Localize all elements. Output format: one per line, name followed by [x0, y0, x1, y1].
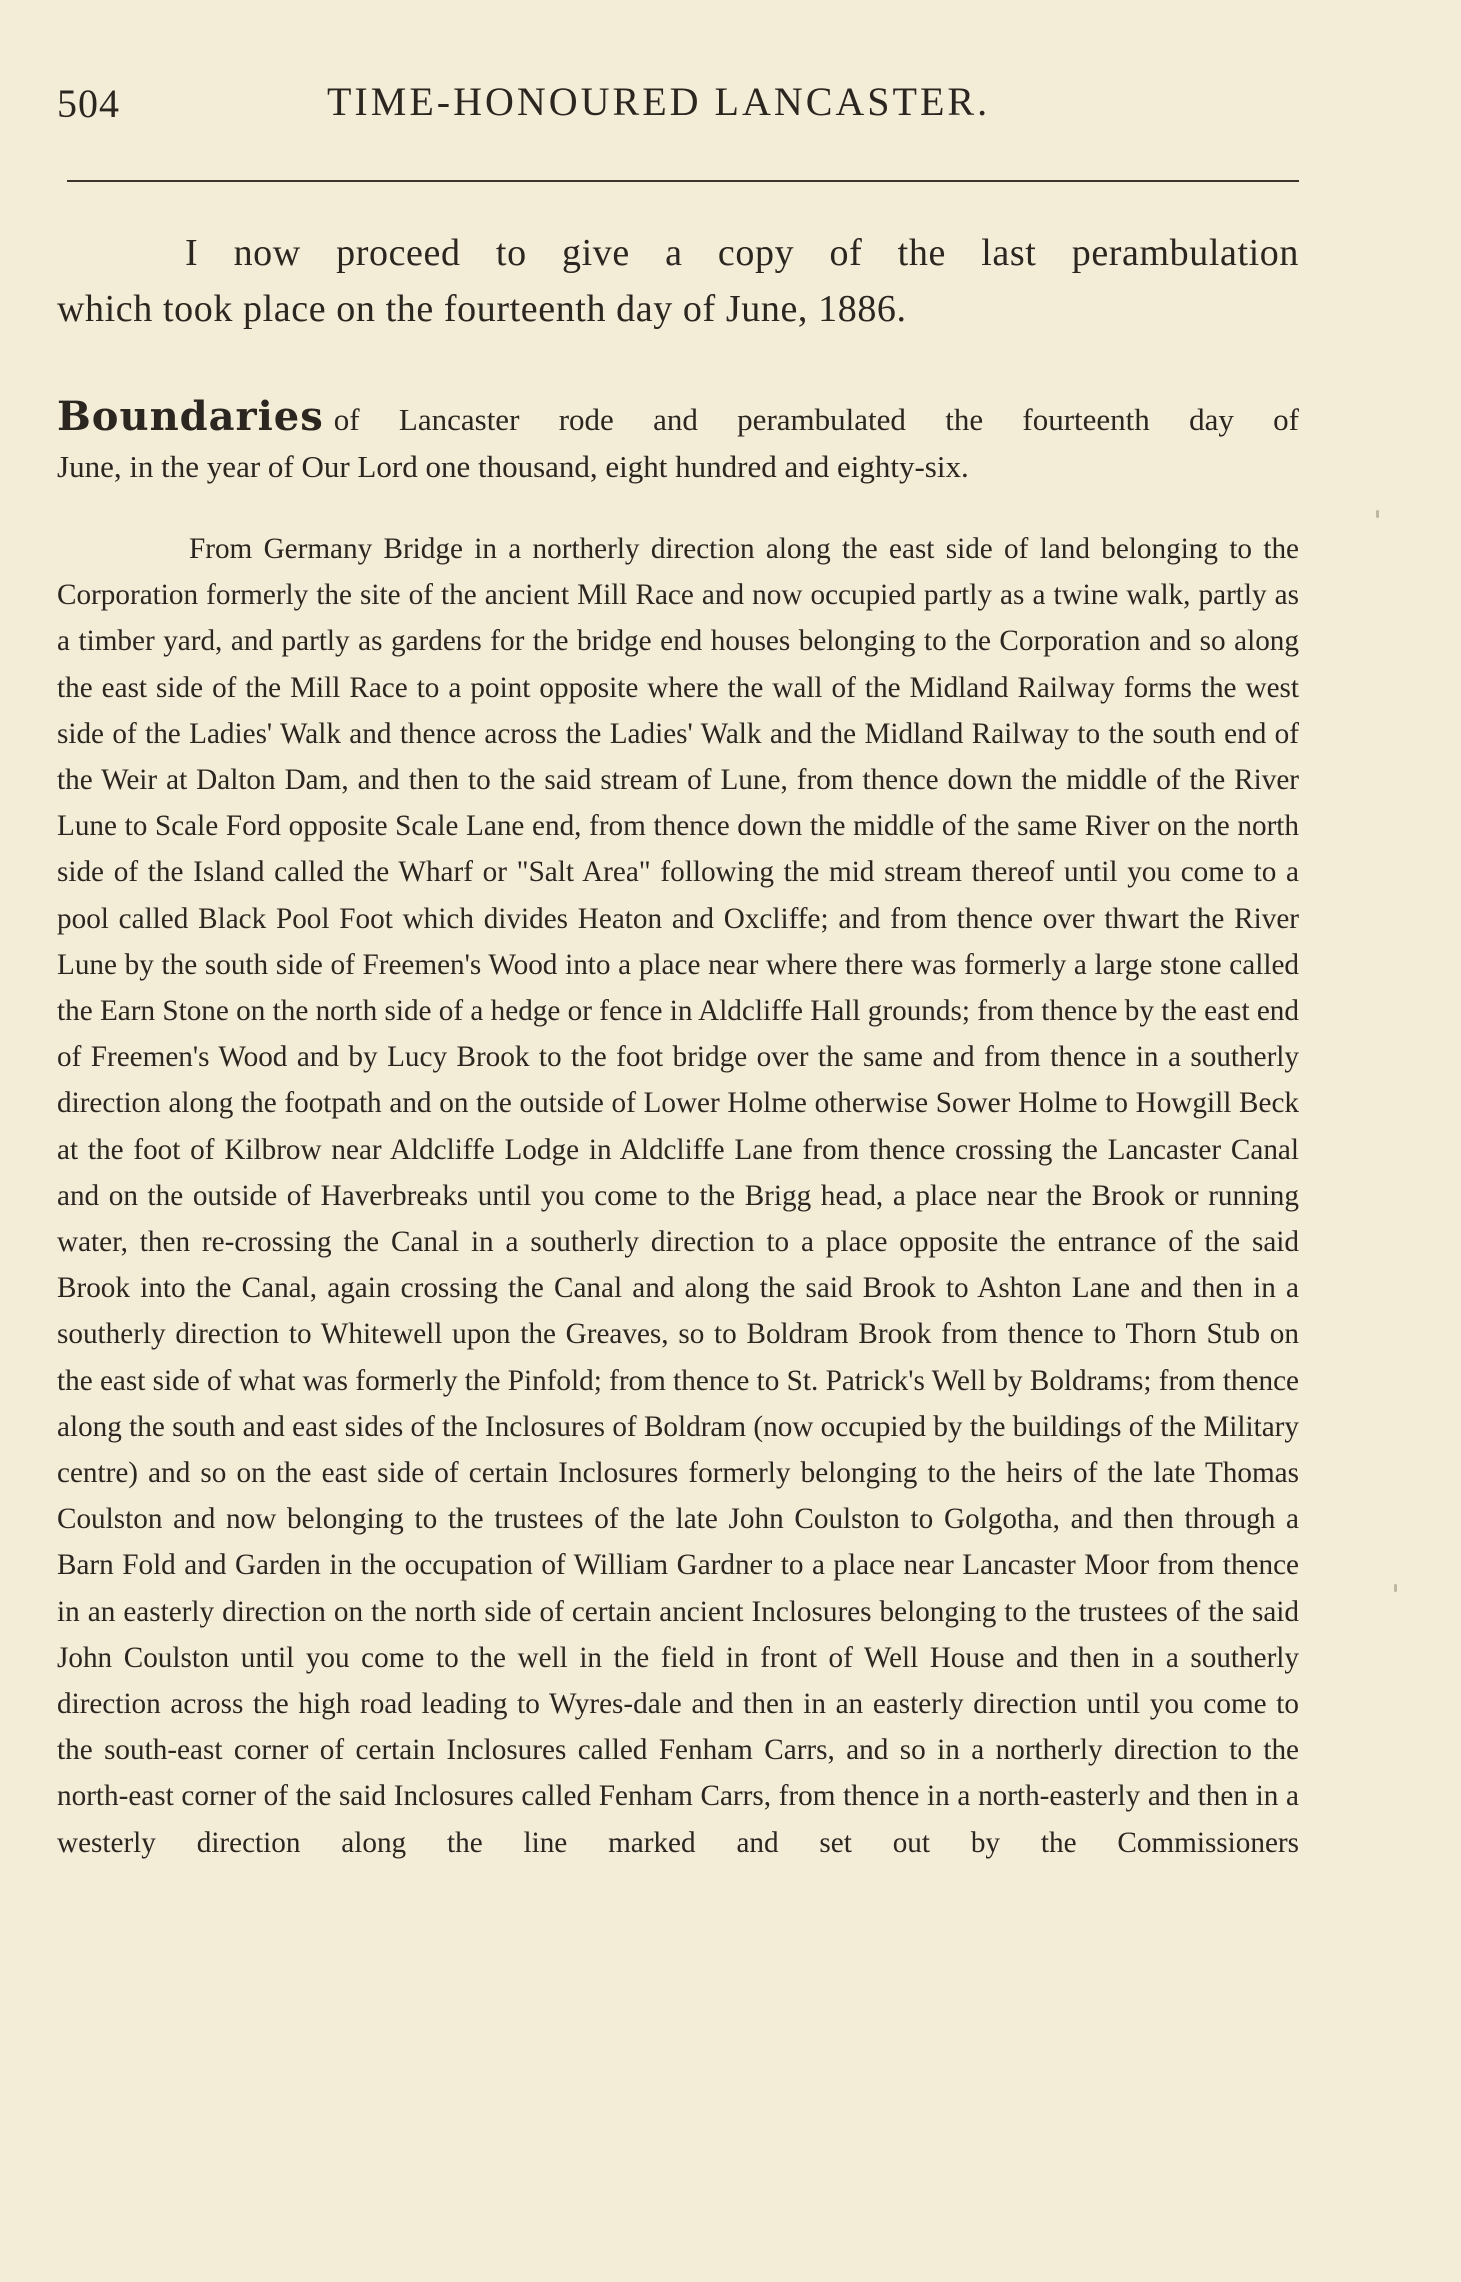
intro-line-2: which took place on the fourteenth day of June, 1886. [57, 288, 907, 330]
header-rule [67, 180, 1299, 182]
boundaries-line-2: June, in the year of Our Lord one thousand, eight hundred and eighty-six. [57, 449, 969, 484]
boundaries-keyword: Boundaries [57, 393, 324, 440]
running-title: TIME-HONOURED LANCASTER. [327, 79, 991, 124]
paper-speck [1376, 510, 1379, 518]
intro-line-1: I now proceed to give a copy of the last perambulation [185, 232, 1299, 274]
book-page [57, 0, 1299, 2282]
boundaries-line-1 [57, 393, 1299, 443]
page-header [57, 72, 1299, 132]
intro-paragraph [57, 225, 1299, 337]
perambulation-text [57, 526, 1299, 1866]
page-number: 504 [57, 81, 120, 126]
paper-speck [1394, 1584, 1397, 1592]
boundaries-heading [57, 393, 1299, 490]
boundaries-line-1-rest: of Lancaster rode and perambulated the fourteenth day of [333, 402, 1299, 437]
body-paragraph: From Germany Bridge in a northerly direction along the east side of land belonging to the Corporation formerly the site of the ancient Mill Race and now occupied partly as a twine walk, partly as a timber yard, and partly as gardens for the bridge end houses belonging to the Corporation and so along the east side of the Mill Race to a point opposite where the wall of the Midland Railway forms the west side of the Ladies' Walk and thence across the Ladies' Walk and the Midland Railway to the south end of the Weir at Dalton Dam, and then to the said stream of Lune, from thence down the middle of the River Lune to Scale Ford opposite Scale Lane end, from thence down the middle of the same River on the north side of the Island called the Wharf or "Salt Area" following the mid stream thereof until you come to a pool called Black Pool Foot which divides Heaton and Oxcliffe; and from thence over thwart the River Lune by the south side of Freemen's Wood into a place near where there was formerly a large stone called the Earn Stone on the north side of a hedge or fence in Aldcliffe Hall grounds; from thence by the east end of Freemen's Wood and by Lucy Brook to the foot bridge over the same and from thence in a southerly direction along the footpath and on the outside of Lower Holme otherwise Sower Holme to Howgill Beck at the foot of Kilbrow near Aldcliffe Lodge in Aldcliffe Lane from thence crossing the Lancaster Canal and on the outside of Haverbreaks until you come to the Brigg head, a place near the Brook or running water, then re-crossing the Canal in a southerly direction to a place opposite the entrance of the said Brook into the Canal, again crossing the Canal and along the said Brook to Ashton Lane and then in a southerly direction to Whitewell upon the Greaves, so to Boldram Brook from thence to Thorn Stub on the east side of what was formerly the Pinfold; from thence to St. Patrick's Well by Boldrams; from thence along the south and east sides of the Inclosures of Boldram (now occupied by the buildings of the Military centre) and so on the east side of certain Inclosures formerly belonging to the heirs of the late Thomas Coulston and now belonging to the trustees of the late John Coulston to Golgotha, and then through a Barn Fold and Garden in the occupation of William Gardner to a place near Lancaster Moor from thence in an easterly direction on the north side of certain ancient Inclosures belonging to the trustees of the said John Coulston until you come to the well in the field in front of Well House and then in a southerly direction across the high road leading to Wyres-dale and then in an easterly direction until you come to the south-east corner of certain Inclosures called Fenham Carrs, and so in a northerly direction to the north-east corner of the said Inclosures called Fenham Carrs, from thence in a north-easterly and then in a westerly direction along the line marked and set out by the Commissioners [57, 533, 1299, 1859]
